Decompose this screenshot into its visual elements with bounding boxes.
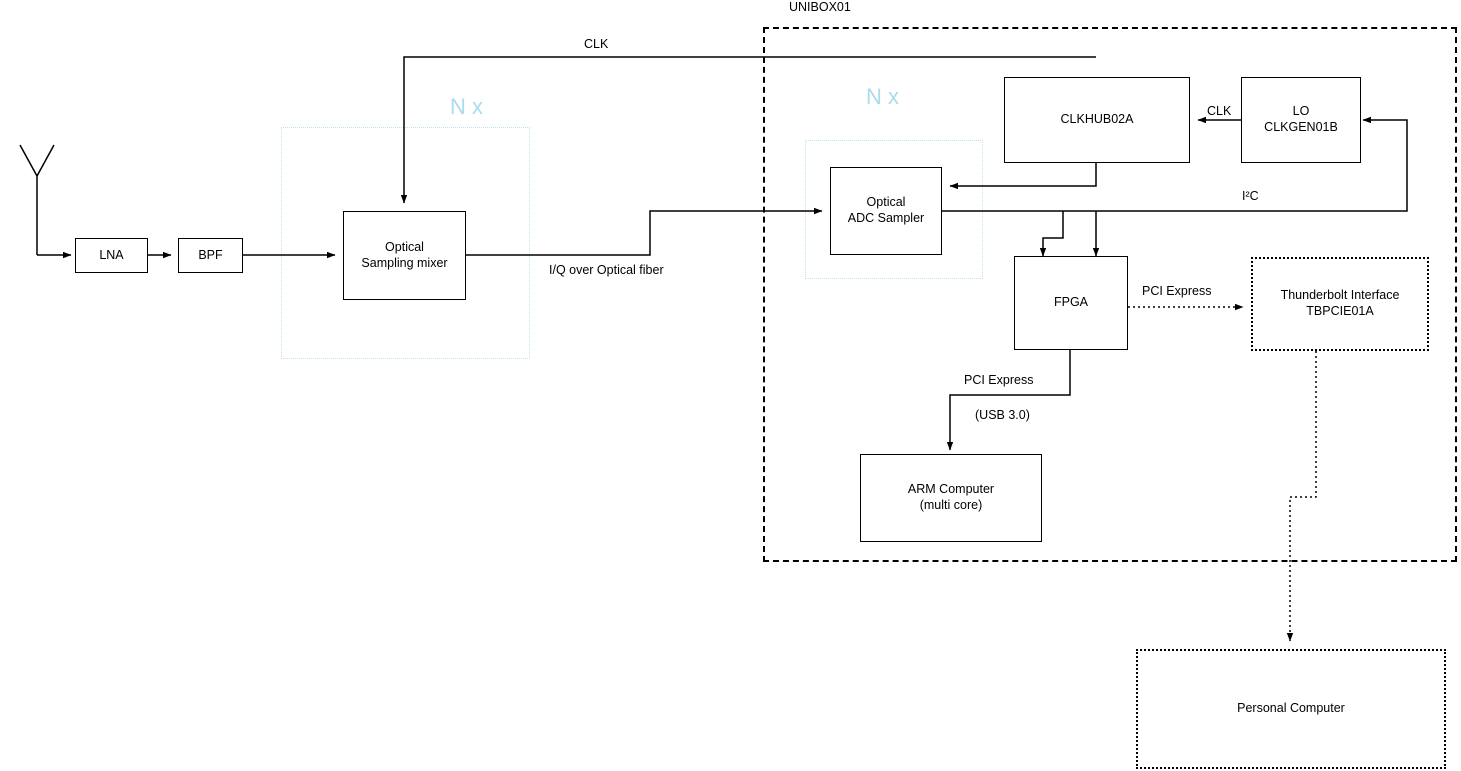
block-lo-clkgen01b-line2: CLKGEN01B (1264, 120, 1338, 134)
block-optical-adc-sampler-line1: Optical (866, 195, 906, 210)
block-thunderbolt-interface-line2: TBPCIE01A (1306, 304, 1374, 318)
nx-mixer-label: N x (450, 94, 483, 119)
edge-label-clk-top: CLK (584, 37, 609, 51)
edge-label-iq-fiber: I/Q over Optical fiber (549, 263, 664, 277)
block-fpga[interactable]: FPGA (1014, 256, 1128, 350)
block-arm-computer[interactable] (860, 454, 1042, 542)
block-thunderbolt-interface-line1: Thunderbolt Interface (1280, 288, 1400, 303)
edge-label-pcie-thunderbolt: PCI Express (1142, 284, 1212, 298)
block-personal-computer[interactable]: Personal Computer (1136, 649, 1446, 769)
block-arm-computer-line1: ARM Computer (907, 482, 995, 497)
block-lo-clkgen01b[interactable] (1241, 77, 1361, 163)
block-lna[interactable]: LNA (75, 238, 148, 273)
block-clkhub02a[interactable]: CLKHUB02A (1004, 77, 1190, 163)
block-optical-adc-sampler[interactable] (830, 167, 942, 255)
block-optical-sampling-mixer-line2: Sampling mixer (361, 255, 448, 270)
block-bpf[interactable]: BPF (178, 238, 243, 273)
block-arm-computer-line2: (multi core) (919, 498, 983, 512)
block-optical-sampling-mixer-line1: Optical (385, 239, 424, 254)
edge-label-i2c: I²C (1242, 189, 1259, 203)
block-optical-adc-sampler-line2: ADC Sampler (847, 211, 925, 225)
unibox-title: UNIBOX01 (789, 0, 851, 14)
nx-adc-label: N x (866, 84, 899, 109)
edge-label-pcie-arm: PCI Express (964, 373, 1034, 387)
block-lo-clkgen01b-line1: LO (1292, 104, 1310, 119)
edge-label-clk-lo: CLK (1207, 104, 1232, 118)
edge-label-usb3: (USB 3.0) (975, 408, 1030, 422)
antenna-icon (20, 145, 54, 255)
block-thunderbolt-interface[interactable] (1251, 257, 1429, 351)
block-optical-sampling-mixer[interactable] (343, 211, 466, 300)
